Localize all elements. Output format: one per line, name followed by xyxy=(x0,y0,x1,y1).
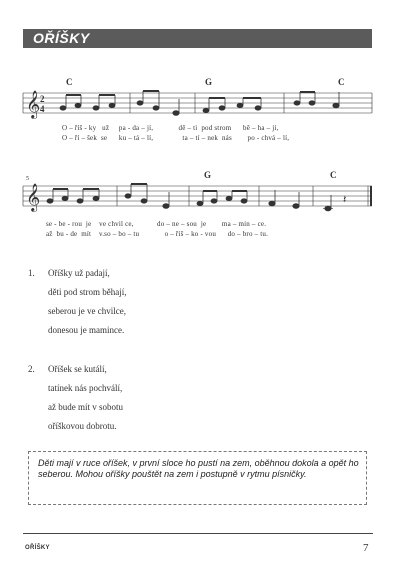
lyrics-line: se - be - rou je ve chvil ce, do – ne – sou je ma – min – ce. xyxy=(46,220,267,228)
lyrics-line: O – ří – šek se ku – tá – lí, ta – tí – nek nás po - chvá – lí, xyxy=(62,134,290,142)
verse-line: tatínek nás pochválí, xyxy=(48,383,123,393)
time-signature: 2 xyxy=(40,94,45,104)
verse-number: 2. xyxy=(28,364,35,374)
verse-line: donesou je mamince. xyxy=(48,325,125,335)
chord-label: C xyxy=(66,77,73,87)
treble-clef-icon: 𝄞 xyxy=(26,90,41,118)
chord-label: G xyxy=(205,77,213,87)
chord-label: C xyxy=(338,77,345,87)
verse-line: oříškovou dobrotu. xyxy=(48,421,117,431)
lyrics-line: O – říš - ky už pa - da – jí, dě – ti pod strom bě – ha – jí, xyxy=(62,124,279,132)
verse-line: až bude mít v sobotu xyxy=(48,402,123,412)
verse-number: 1. xyxy=(28,268,35,278)
chord-label: G xyxy=(204,170,212,180)
page-number: 7 xyxy=(363,542,369,554)
treble-clef-icon: 𝄞 xyxy=(26,183,41,211)
instruction-box xyxy=(28,451,367,505)
footer-title: OŘÍŠKY xyxy=(25,545,50,551)
chord-label: C xyxy=(330,170,337,180)
footer-divider xyxy=(23,533,373,534)
verse-line: děti pod strom běhají, xyxy=(48,287,127,297)
measure-number: 5 xyxy=(26,176,29,182)
music-staff-2 xyxy=(0,0,400,240)
verse-line: Oříšek se kutálí, xyxy=(48,364,107,374)
time-signature: 4 xyxy=(40,104,45,114)
rest-icon: 𝄽 xyxy=(343,193,347,206)
verse-line: Oříšky už padají, xyxy=(48,268,110,278)
lyrics-line: až bu - de mít v.so – bo – tu o – říš – ko - vou do – bro – tu. xyxy=(46,230,269,238)
verse-line: seberou je ve chvilce, xyxy=(48,306,126,316)
song-title: OŘÍŠKY xyxy=(33,30,90,46)
instruction-text: Děti mají v ruce oříšek, v první sloce ho pustí na zem, oběhnou dokola a opět ho seberou. Mohou oříšky pouštět na zem i postupně v rytmu písničky. xyxy=(38,458,359,479)
